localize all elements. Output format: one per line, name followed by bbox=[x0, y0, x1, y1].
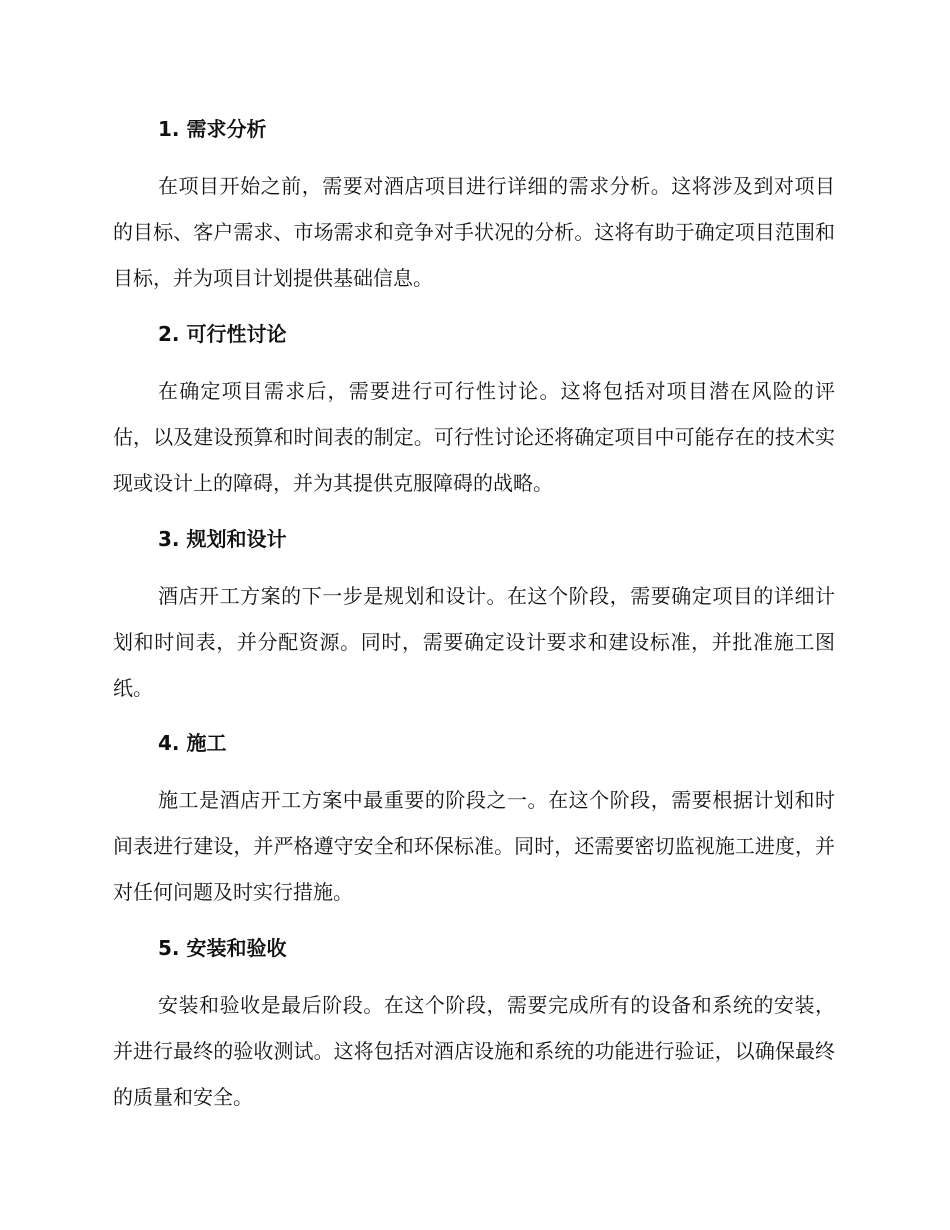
section-heading-construction: 4. 施工 bbox=[158, 731, 227, 755]
section-heading-requirements-analysis: 1. 需求分析 bbox=[158, 117, 267, 141]
section-heading-installation-acceptance: 5. 安装和验收 bbox=[158, 936, 287, 960]
section-paragraph-feasibility: 在确定项目需求后，需要进行可行性讨论。这将包括对项目潜在风险的评估，以及建设预算和时间表的制定。可行性讨论还将确定项目中可能存在的技术实现或设计上的障碍，并为其提供克服障碍的战略。 bbox=[113, 379, 835, 495]
section-heading-feasibility: 2. 可行性讨论 bbox=[158, 322, 287, 346]
section-paragraph-planning-design: 酒店开工方案的下一步是规划和设计。在这个阶段，需要确定项目的详细计划和时间表，并分配资源。同时，需要确定设计要求和建设标准，并批准施工图纸。 bbox=[113, 584, 835, 700]
section-paragraph-construction: 施工是酒店开工方案中最重要的阶段之一。在这个阶段，需要根据计划和时间表进行建设，并严格遵守安全和环保标准。同时，还需要密切监视施工进度，并对任何问题及时实行措施。 bbox=[113, 788, 835, 904]
section-heading-planning-design: 3. 规划和设计 bbox=[158, 527, 287, 551]
section-paragraph-installation-acceptance: 安装和验收是最后阶段。在这个阶段，需要完成所有的设备和系统的安装，并进行最终的验收测试。这将包括对酒店设施和系统的功能进行验证，以确保最终的质量和安全。 bbox=[113, 993, 835, 1109]
section-paragraph-requirements-analysis: 在项目开始之前，需要对酒店项目进行详细的需求分析。这将涉及到对项目的目标、客户需求、市场需求和竞争对手状况的分析。这将有助于确定项目范围和目标，并为项目计划提供基础信息。 bbox=[113, 174, 835, 290]
